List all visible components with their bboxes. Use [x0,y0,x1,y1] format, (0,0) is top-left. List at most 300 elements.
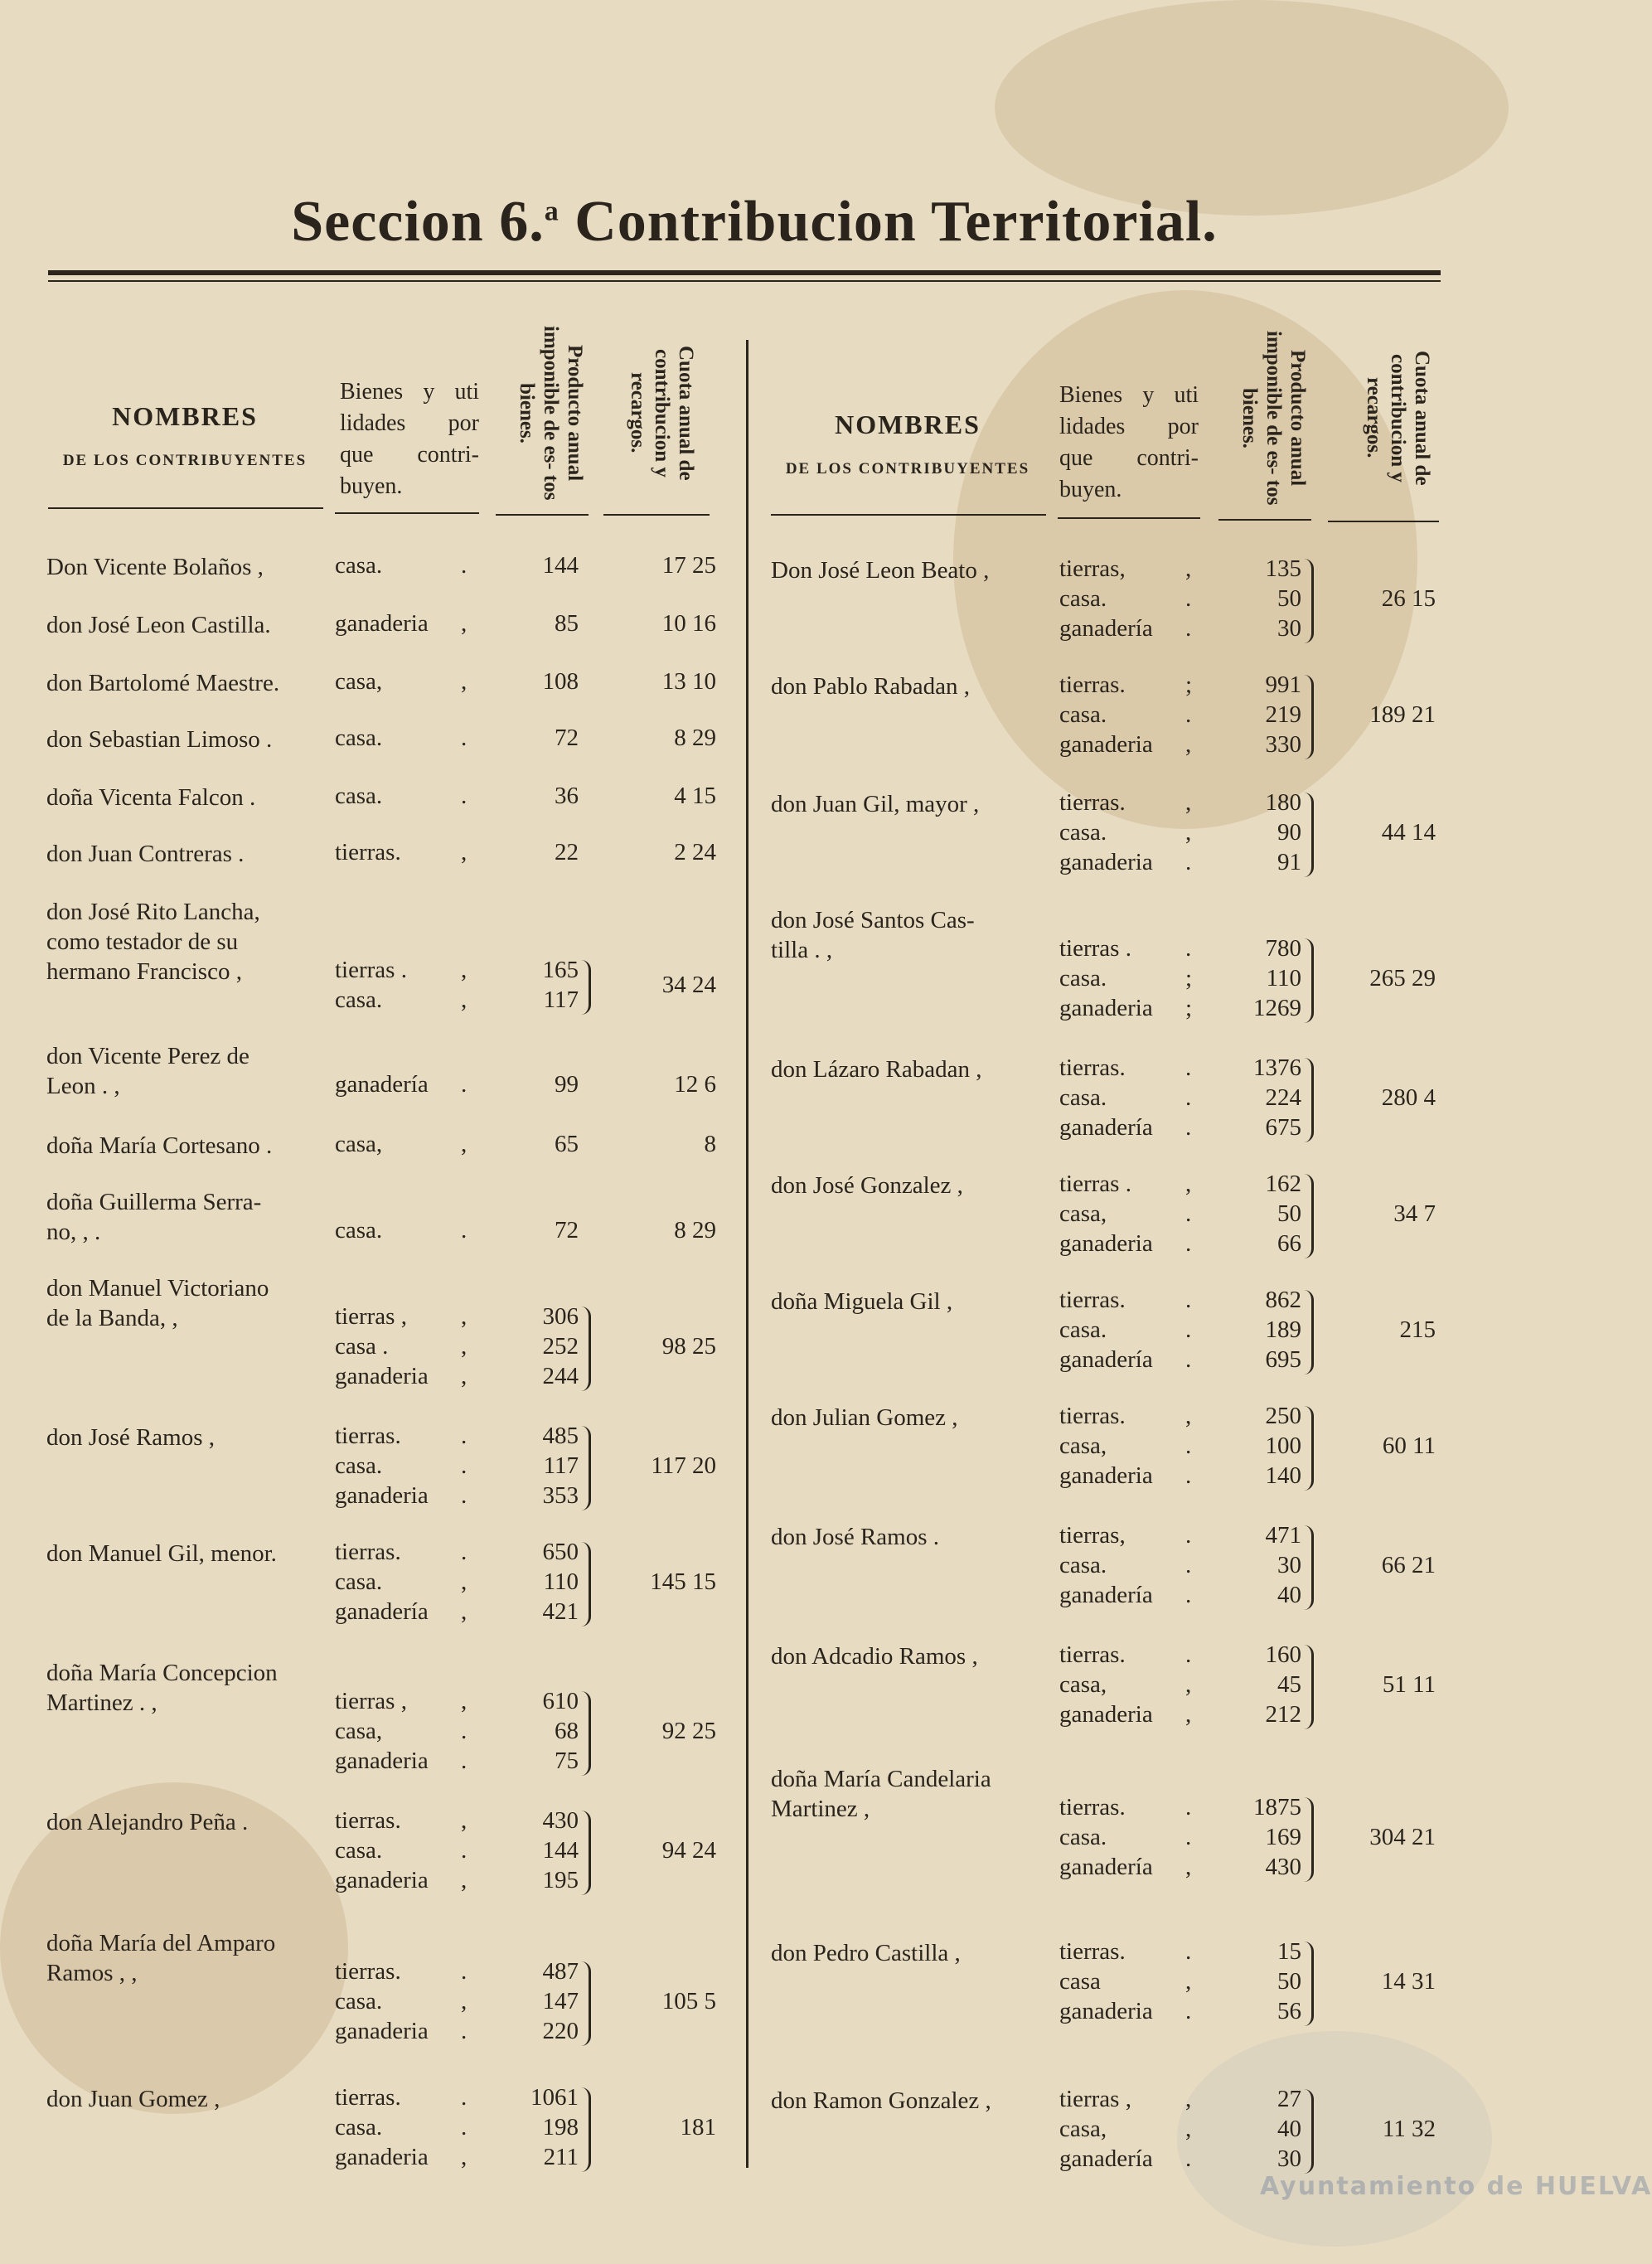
annual-product-value: 65 [555,1131,579,1157]
punctuation-mark: . [461,1748,468,1774]
punctuation-mark: , [461,957,468,983]
grouping-brace [580,1691,591,1776]
property-label: tierras . [1059,935,1131,962]
annual-product-value: 220 [542,2018,579,2044]
annual-quota-value: 94 24 [661,1837,716,1864]
property-label: ganadería [1059,2145,1153,2172]
header-bienes: Bienes y uti lidades por que contri- buyen. [340,379,479,499]
annual-product-value: 244 [542,1363,579,1389]
property-label: casa, [1059,2116,1107,2142]
contributor-name: de la Banda, , [46,1305,178,1331]
punctuation-mark: . [1185,1287,1192,1313]
property-label: ganaderia [335,1867,429,1893]
punctuation-mark: . [1185,1552,1192,1578]
property-label: ganaderia [335,1363,429,1389]
annual-product-value: 75 [555,1748,579,1774]
annual-quota-value: 117 20 [651,1452,716,1479]
property-label: ganaderia [1059,1701,1153,1728]
punctuation-mark: , [461,987,468,1013]
punctuation-mark: , [461,1598,468,1625]
annual-quota-value: 14 31 [1381,1968,1436,1995]
contributor-name: don José Rito Lancha, [46,899,260,925]
property-label: casa. [335,987,383,1013]
punctuation-mark: . [1185,2145,1192,2172]
watermark-text: Ayuntamiento de HUELVA [1260,2172,1652,2201]
contributor-name: Don José Leon Beato , [771,557,990,584]
page-title: Seccion 6.$^a$ Contribucion Territorial. [291,190,1218,254]
property-label: tierras. [1059,671,1126,698]
annual-quota-value: 66 21 [1381,1552,1436,1578]
contributor-name: hermano Francisco , [46,958,242,985]
punctuation-mark: , [461,1688,468,1714]
grouping-brace [580,960,591,1015]
header-cuota: Cuota anual de contribucion y recargos. [1363,350,1433,486]
punctuation-mark: , [1185,2086,1192,2112]
annual-product-value: 353 [542,1482,579,1509]
punctuation-mark: . [461,1958,468,1985]
property-label: casa. [1059,1552,1107,1578]
annual-product-value: 30 [1277,615,1301,642]
annual-product-value: 675 [1265,1114,1301,1141]
property-label: tierras , [335,1688,407,1714]
property-label: tierras. [335,839,401,865]
contributor-name: don José Gonzalez , [771,1172,963,1199]
annual-product-value: 36 [555,783,579,809]
property-label: casa, [335,1718,383,1744]
contributor-name: don Bartolomé Maestre. [46,670,280,696]
property-label: tierras . [1059,1171,1131,1197]
contributor-name: doña Vicenta Falcon . [46,784,256,811]
property-label: ganaderia [1059,731,1153,758]
punctuation-mark: , [1185,2116,1192,2142]
annual-quota-value: 34 7 [1393,1200,1436,1227]
property-label: casa. [1059,1824,1107,1850]
property-label: tierras , [335,1303,407,1330]
contributor-name: Leon . , [46,1073,120,1099]
annual-product-value: 85 [555,610,579,637]
annual-product-value: 162 [1265,1171,1301,1197]
annual-product-value: 144 [542,552,579,579]
annual-product-value: 780 [1265,935,1301,962]
punctuation-mark: . [1185,1433,1192,1459]
punctuation-mark: . [1185,701,1192,728]
annual-product-value: 650 [542,1539,579,1565]
property-label: casa. [1059,1316,1107,1343]
water-stain [995,0,1509,216]
property-label: ganaderia [335,1748,429,1774]
property-label: ganadería [1059,1854,1153,1880]
property-label: ganaderia [1059,849,1153,875]
annual-quota-value: 8 [704,1131,716,1157]
punctuation-mark: . [1185,1114,1192,1141]
annual-quota-value: 2 24 [674,839,716,865]
punctuation-mark: , [1185,731,1192,758]
annual-product-value: 430 [542,1807,579,1834]
annual-product-value: 610 [542,1688,579,1714]
annual-quota-value: 11 32 [1382,2116,1436,2142]
punctuation-mark: . [461,1539,468,1565]
property-label: ganadería [335,1598,429,1625]
punctuation-mark: , [461,1807,468,1834]
property-label: casa . [335,1333,389,1360]
punctuation-mark: . [1185,1641,1192,1668]
annual-product-value: 144 [542,1837,579,1864]
punctuation-mark: . [1185,1998,1192,2024]
punctuation-mark: , [461,1363,468,1389]
contributor-name: don José Santos Cas- [771,907,975,933]
punctuation-mark: . [1185,585,1192,612]
grouping-brace [580,1426,591,1510]
annual-product-value: 250 [1265,1403,1301,1429]
contributor-name: Martinez . , [46,1690,157,1716]
property-label: casa, [335,668,383,695]
annual-product-value: 211 [543,2144,579,2170]
annual-quota-value: 189 21 [1369,701,1436,728]
property-label: casa. [335,783,383,809]
annual-product-value: 110 [543,1568,579,1595]
property-label: tierras. [335,1807,401,1834]
contributor-name: doña Miguela Gil , [771,1288,953,1315]
contributor-name: don Adcadio Ramos , [771,1643,978,1670]
annual-product-value: 471 [1265,1522,1301,1549]
property-label: ganadería [1059,615,1153,642]
punctuation-mark: . [461,1452,468,1479]
annual-product-value: 991 [1265,671,1301,698]
contributor-name: don José Ramos . [771,1524,939,1550]
contributor-name: no, , . [46,1219,101,1245]
header-producto: Producto anual imponible de es- tos bienes. [516,325,586,501]
punctuation-mark: . [461,1718,468,1744]
property-label: tierras . [335,957,407,983]
annual-product-value: 56 [1277,1998,1301,2024]
punctuation-mark: , [461,839,468,865]
annual-quota-value: 13 10 [661,668,716,695]
contributor-name: don Manuel Victoriano [46,1275,269,1302]
annual-product-value: 189 [1265,1316,1301,1343]
property-label: casa. [1059,819,1107,846]
column-divider [746,340,748,2168]
annual-product-value: 50 [1277,585,1301,612]
contributor-name: don Vicente Perez de [46,1043,249,1069]
annual-quota-value: 10 16 [661,610,716,637]
header-underline [1058,517,1200,519]
property-label: tierras. [1059,1938,1126,1965]
property-label: tierras. [1059,1403,1126,1429]
annual-product-value: 212 [1265,1701,1301,1728]
property-label: tierras. [335,2084,401,2111]
property-label: tierras. [335,1423,401,1449]
punctuation-mark: . [461,2114,468,2140]
property-label: ganaderia [335,2144,429,2170]
punctuation-mark: . [461,2084,468,2111]
punctuation-mark: . [1185,849,1192,875]
punctuation-mark: . [461,1482,468,1509]
property-label: ganaderia [1059,995,1153,1021]
punctuation-mark: . [1185,1824,1192,1850]
annual-quota-value: 98 25 [661,1333,716,1360]
punctuation-mark: , [461,668,468,695]
punctuation-mark: , [1185,1403,1192,1429]
annual-quota-value: 26 15 [1381,585,1436,612]
property-label: tierras. [1059,789,1126,816]
header-names: NOMBRES DE LOS CONTRIBUYENTES [62,401,308,469]
contributor-name: don Sebastian Limoso . [46,726,273,753]
annual-quota-value: 12 6 [674,1071,716,1098]
annual-product-value: 68 [555,1718,579,1744]
punctuation-mark: . [1185,935,1192,962]
grouping-brace [580,2087,591,2172]
contributor-name: don Ramon Gonzalez , [771,2087,991,2114]
annual-quota-value: 60 11 [1382,1433,1436,1459]
punctuation-mark: , [1185,1854,1192,1880]
annual-quota-value: 304 21 [1369,1824,1436,1850]
annual-product-value: 862 [1265,1287,1301,1313]
punctuation-mark: . [461,2018,468,2044]
annual-product-value: 100 [1265,1433,1301,1459]
punctuation-mark: . [1185,1794,1192,1820]
annual-product-value: 45 [1277,1671,1301,1698]
contributor-name: don Juan Gomez , [46,2086,220,2112]
punctuation-mark: , [461,1867,468,1893]
property-label: casa. [335,1837,383,1864]
punctuation-mark: , [461,1568,468,1595]
annual-quota-value: 280 4 [1381,1084,1436,1111]
punctuation-mark: . [1185,1346,1192,1373]
title-rule-thin [48,280,1441,282]
annual-product-value: 219 [1265,701,1301,728]
header-underline [48,507,323,509]
grouping-brace [580,1307,591,1391]
punctuation-mark: , [1185,1171,1192,1197]
property-label: ganaderia [335,610,429,637]
punctuation-mark: . [1185,1316,1192,1343]
punctuation-mark: . [1185,1522,1192,1549]
property-label: tierras. [335,1958,401,1985]
annual-product-value: 117 [543,1452,579,1479]
annual-product-value: 195 [542,1867,579,1893]
punctuation-mark: ; [1185,965,1193,991]
punctuation-mark: , [461,1333,468,1360]
property-label: casa. [335,1988,383,2014]
header-underline [335,512,479,514]
punctuation-mark: , [461,1131,468,1157]
property-label: casa, [1059,1200,1107,1227]
property-label: tierras. [1059,1641,1126,1668]
property-label: ganaderia [1059,1998,1153,2024]
annual-quota-value: 34 24 [661,972,716,998]
annual-product-value: 66 [1277,1230,1301,1257]
annual-quota-value: 105 5 [661,1988,716,2014]
annual-product-value: 108 [542,668,579,695]
punctuation-mark: . [461,552,468,579]
punctuation-mark: . [461,1217,468,1244]
annual-product-value: 117 [543,987,579,1013]
annual-quota-value: 92 25 [661,1718,716,1744]
contributor-name: como testador de su [46,928,239,955]
property-label: ganaderia [335,2018,429,2044]
punctuation-mark: . [1185,615,1192,642]
contributor-name: Don Vicente Bolaños , [46,554,264,580]
punctuation-mark: ; [1185,995,1193,1021]
header-underline [496,514,589,516]
annual-product-value: 30 [1277,2145,1301,2172]
annual-product-value: 169 [1265,1824,1301,1850]
annual-product-value: 252 [542,1333,579,1360]
contributor-name: don José Ramos , [46,1424,215,1451]
annual-product-value: 91 [1277,849,1301,875]
annual-product-value: 485 [542,1423,579,1449]
annual-quota-value: 181 [680,2114,716,2140]
property-label: tierras , [1059,2086,1131,2112]
contributor-name: Ramos , , [46,1960,138,1986]
annual-product-value: 135 [1265,555,1301,582]
annual-product-value: 110 [1266,965,1301,991]
punctuation-mark: , [461,1303,468,1330]
punctuation-mark: , [1185,789,1192,816]
contributor-name: don Julian Gomez , [771,1404,958,1431]
annual-product-value: 487 [542,1958,579,1985]
annual-product-value: 1376 [1253,1054,1301,1081]
annual-product-value: 1875 [1253,1794,1301,1820]
annual-product-value: 1269 [1253,995,1301,1021]
header-underline [1328,521,1439,522]
annual-product-value: 50 [1277,1200,1301,1227]
contributor-name: don José Leon Castilla. [46,612,271,638]
annual-product-value: 198 [542,2114,579,2140]
contributor-name: don Manuel Gil, menor. [46,1540,277,1567]
property-label: casa. [335,552,383,579]
annual-product-value: 99 [555,1071,579,1098]
annual-product-value: 140 [1265,1462,1301,1489]
annual-product-value: 224 [1265,1084,1301,1111]
annual-quota-value: 215 [1399,1316,1436,1343]
annual-quota-value: 145 15 [650,1568,716,1595]
property-label: tierras. [335,1539,401,1565]
header-bienes: Bienes y uti lidades por que contri- buyen. [1059,382,1199,502]
header-underline [771,514,1046,516]
header-cuota: Cuota anual de contribucion y recargos. [627,345,697,481]
contributor-name: don Alejandro Peña . [46,1809,249,1835]
property-label: ganadería [1059,1114,1153,1141]
property-label: ganaderia [335,1482,429,1509]
header-producto: Producto anual imponible de es- tos bienes. [1238,330,1309,506]
annual-product-value: 50 [1277,1968,1301,1995]
property-label: casa. [335,1568,383,1595]
annual-quota-value: 8 29 [674,725,716,751]
contributor-name: don Pablo Rabadan , [771,673,971,700]
annual-product-value: 147 [542,1988,579,2014]
contributor-name: tilla . , [771,937,833,963]
punctuation-mark: . [1185,1462,1192,1489]
annual-quota-value: 265 29 [1369,965,1436,991]
annual-quota-value: 4 15 [674,783,716,809]
punctuation-mark: . [461,1071,468,1098]
annual-product-value: 430 [1265,1854,1301,1880]
punctuation-mark: . [1185,1054,1192,1081]
annual-product-value: 160 [1265,1641,1301,1668]
property-label: casa. [335,2114,383,2140]
grouping-brace [580,1961,591,2046]
property-label: casa, [1059,1433,1107,1459]
property-label: ganaderia [1059,1462,1153,1489]
property-label: casa. [1059,701,1107,728]
contributor-name: don Juan Gil, mayor , [771,791,980,817]
header-underline [1218,519,1311,521]
property-label: casa, [1059,1671,1107,1698]
punctuation-mark: , [1185,555,1192,582]
annual-product-value: 72 [555,1217,579,1244]
punctuation-mark: . [461,1423,468,1449]
contributor-name: Martinez , [771,1796,870,1822]
header-underline [603,514,710,516]
grouping-brace [580,1811,591,1895]
punctuation-mark: ; [1185,671,1193,698]
annual-product-value: 30 [1277,1552,1301,1578]
property-label: casa. [1059,965,1107,991]
punctuation-mark: . [461,1837,468,1864]
punctuation-mark: , [461,1988,468,2014]
punctuation-mark: , [1185,1671,1192,1698]
annual-product-value: 40 [1277,2116,1301,2142]
punctuation-mark: , [461,2144,468,2170]
punctuation-mark: . [461,725,468,751]
property-label: ganadería [1059,1582,1153,1608]
property-label: casa. [1059,1084,1107,1111]
punctuation-mark: , [1185,819,1192,846]
property-label: ganadería [1059,1346,1153,1373]
contributor-name: don Pedro Castilla , [771,1940,961,1966]
punctuation-mark: . [1185,1938,1192,1965]
property-label: casa. [1059,585,1107,612]
property-label: tierras. [1059,1054,1126,1081]
contributor-name: doña Guillerma Serra- [46,1189,262,1215]
property-label: casa [1059,1968,1101,1995]
annual-product-value: 180 [1265,789,1301,816]
punctuation-mark: . [1185,1200,1192,1227]
annual-product-value: 40 [1277,1582,1301,1608]
annual-product-value: 330 [1265,731,1301,758]
annual-product-value: 90 [1277,819,1301,846]
annual-product-value: 15 [1277,1938,1301,1965]
annual-quota-value: 44 14 [1381,819,1436,846]
annual-product-value: 165 [542,957,579,983]
contributor-name: doña María Concepcion [46,1660,278,1686]
punctuation-mark: . [461,783,468,809]
contributor-name: doña María Candelaria [771,1766,991,1792]
punctuation-mark: , [461,610,468,637]
contributor-name: doña María Cortesano . [46,1132,273,1159]
punctuation-mark: . [1185,1084,1192,1111]
property-label: ganaderia [1059,1230,1153,1257]
annual-product-value: 421 [542,1598,579,1625]
property-label: casa, [335,1131,383,1157]
annual-product-value: 27 [1277,2086,1301,2112]
contributor-name: don Juan Contreras . [46,841,245,867]
grouping-brace [580,1542,591,1626]
annual-product-value: 72 [555,725,579,751]
annual-quota-value: 17 25 [661,552,716,579]
annual-product-value: 1061 [530,2084,579,2111]
title-rule [48,270,1441,275]
contributor-name: doña María del Amparo [46,1930,276,1956]
property-label: tierras, [1059,1522,1126,1549]
punctuation-mark: . [1185,1582,1192,1608]
annual-product-value: 695 [1265,1346,1301,1373]
property-label: tierras. [1059,1287,1126,1313]
annual-product-value: 22 [555,839,579,865]
annual-quota-value: 51 11 [1382,1671,1436,1698]
contributor-name: don Lázaro Rabadan , [771,1056,982,1083]
